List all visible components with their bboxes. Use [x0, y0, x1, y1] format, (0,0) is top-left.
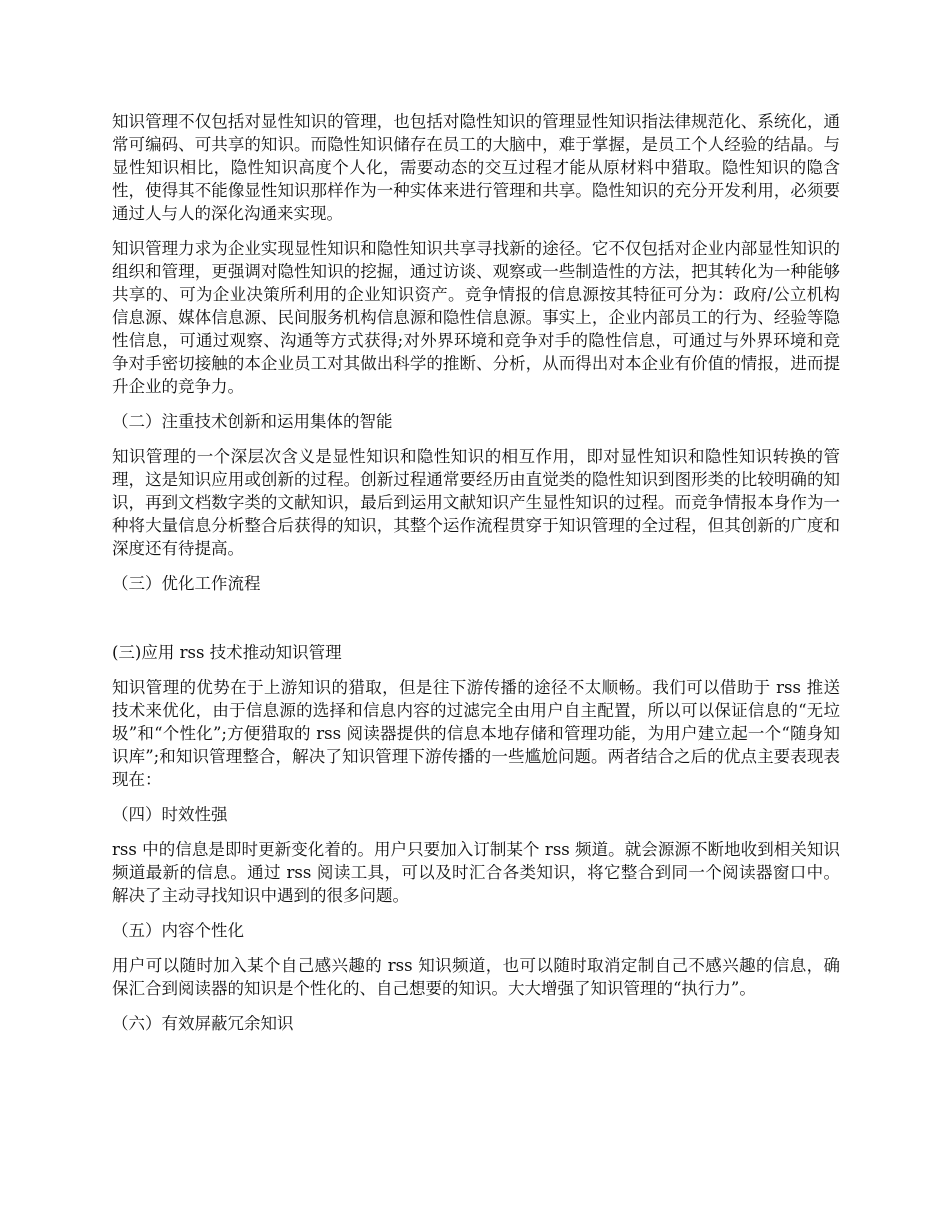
document-body: [112, 110, 840, 1047]
heading-optimize-workflow: （三）优化工作流程: [112, 574, 261, 593]
section-gap: [112, 607, 840, 641]
paragraph-knowledge-conversion: 知识管理的一个深层次含义是显性知识和隐性知识的相互作用，即对显性知识和隐性知识转换的管理，这是知识应用或创新的过程。创新过程通常要经历由直觉类的隐性知识到图形类的比较明确的知识，再到文档数字类的文献知识，最后到运用文献知识产生显性知识的过程。而竞争情报本身作为一种将大量信息分析整合后获得的知识，其整个运作流程贯穿于知识管理的全过程，但其创新的广度和深度还有待提高。: [112, 447, 840, 558]
heading-personalization: （五）内容个性化: [112, 921, 244, 940]
paragraph-rss-personalized: 用户可以随时加入某个自己感兴趣的 rss 知识频道，也可以随时取消定制自己不感兴趣的信息，确保汇合到阅读器的知识是个性化的、自己想要的知识。大大增强了知识管理的“执行力”。: [112, 956, 840, 998]
paragraph-tacit-knowledge: 知识管理不仅包括对显性知识的管理，也包括对隐性知识的管理显性知识指法律规范化、系统化，通常可编码、可共享的知识。而隐性知识储存在员工的大脑中，难于掌握，是员工个人经验的结晶。与显性知识相比，隐性知识高度个人化，需要动态的交互过程才能从原材料中猎取。隐性知识的隐含性，使得其不能像显性知识那样作为一种实体来进行管理和共享。隐性知识的充分开发利用，必须要通过人与人的深化沟通来实现。: [112, 112, 840, 223]
heading-filter-redundancy: （六）有效屏蔽冗余知识: [112, 1014, 294, 1033]
paragraph-knowledge-sharing: 知识管理力求为企业实现显性知识和隐性知识共享寻找新的途径。它不仅包括对企业内部显性知识的组织和管理，更强调对隐性知识的挖掘，通过访谈、观察或一些制造性的方法，把其转化为一种能够共享的、可为企业决策所利用的企业知识资产。竞争情报的信息源按其特征可分为：政府/公立机构信息源、媒体信息源、民间服务机构信息源和隐性信息源。事实上，企业内部员工的行为、经验等隐性信息，可通过观察、沟通等方式获得;对外界环境和竞争对手的隐性信息，可通过与外界环境和竞争对手密切接触的本企业员工对其做出科学的推断、分析，从而得出对本企业有价值的情报，进而提升企业的竞争力。: [112, 239, 840, 396]
heading-rss-technology: (三)应用 rss 技术推动知识管理: [112, 643, 342, 662]
heading-technical-innovation: （二）注重技术创新和运用集体的智能: [112, 412, 393, 431]
heading-timeliness: （四）时效性强: [112, 805, 228, 824]
paragraph-rss-realtime: rss 中的信息是即时更新变化着的。用户只要加入订制某个 rss 频道。就会源源不断地收到相关知识频道最新的信息。通过 rss 阅读工具，可以及时汇合各类知识，将它整合到同一个阅读器窗口中。解决了主动寻找知识中遇到的很多问题。: [112, 840, 840, 905]
paragraph-rss-advantages: 知识管理的优势在于上游知识的猎取，但是往下游传播的途径不太顺畅。我们可以借助于 rss 推送技术来优化，由于信息源的选择和信息内容的过滤完全由用户自主配置，所以可以保证信息的“无垃圾”和“个性化”;方便猎取的 rss 阅读器提供的信息本地存储和管理功能，为用户建立起一个“随身知识库”;和知识管理整合，解决了知识管理下游传播的一些尴尬问题。两者结合之后的优点主要表现表现在：: [112, 678, 840, 789]
